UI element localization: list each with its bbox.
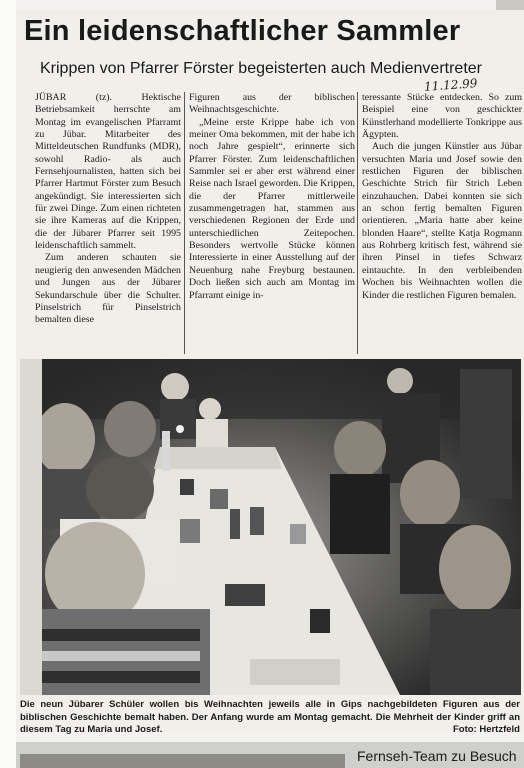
text-column-1 — [35, 92, 181, 327]
next-article-photo — [20, 754, 345, 768]
paragraph: Figuren aus der biblischen Weihnachtsgeschichte. — [189, 92, 355, 116]
caption-text: Die neun Jübarer Schüler wollen bis Weihnachten jeweils alle in Gips nachgebildeten Figuren aus der biblischen Geschichte bemalt haben. Der Anfang wurde am Montag gemacht. Die Mehrheit der Kinder griff an diesem Tag zu Maria und Josef. — [20, 699, 520, 735]
article-headline: Ein leidenschaftlicher Sammler — [24, 15, 461, 47]
next-article-headline: Fernseh-Team zu Besuch — [357, 748, 517, 764]
scan-left-margin — [0, 0, 16, 768]
children-painting-photo — [20, 359, 521, 695]
article-subheadline: Krippen von Pfarrer Förster begeisterten auch Medienvertreter — [40, 60, 482, 77]
paragraph: Auch die jungen Künstler aus Jübar versuchten Maria und Josef sowie den restlichen Figuren der biblischen Geschichte Strich für Strich Leben einzuhauchen. Dabei konnten sie sich an schon fertig bemalten Figuren orientieren. „Maria hatte aber keine blonden Haare“, stellte Katja Rogmann aus Rohrberg kritisch fest, während sie ihren Pinsel in tiefes Schwarz eintauchte. In den verbleibenden Wochen bis Weihnachten wollen die Kinder die restlichen Figuren bemalen. — [362, 141, 522, 301]
paragraph: „Meine erste Krippe habe ich von meiner Oma bekommen, mit der habe ich noch Jahre gespielt“, erinnerte sich Pfarrer Förster. Zum leidenschaftlichen Sammler sei er aber erst während einer Reise nach Israel geworden. Die Krippen, die der Pfarrer mittlerweile zusammengetragen hat, stammen aus verschiedenen Regionen der Erde und unterschiedlichen Zeitepochen. Besonders wertvolle Stücke können Interessierte in einer Ausstellung auf der Neuenburg nahe Freyburg bestaunen. Doch ließen sich auch am Montag im Pfarramt einige in- — [189, 116, 355, 301]
handwritten-date: 11.12.99 — [423, 76, 478, 94]
text-column-2 — [189, 92, 355, 302]
paragraph: Zum anderen schauten sie neugierig den anwesenden Mädchen und Jungen aus der Jübarer Sekundarschule über die Schulter. Pinselstrich für Pinselstrich bemalten diese — [35, 252, 181, 326]
column-rule — [357, 92, 358, 354]
paragraph: JÜBAR (tz). Hektische Betriebsamkeit herrschte am Montag im evangelischen Pfarramt zu Jübar. Mitarbeiter des Mitteldeutschen Rundfunks (MDR), sowohl Radio- als auch Fernsehjournalisten, hatten sich bei Pfarrer Hartmut Förster zum Besuch angekündigt. Sie interessierten sich für zwei Dinge. Zum einen richteten sie ihre Kameras auf die Krippen, die der Jübarer Pfarrer seit 1995 leidenschaftlich sammelt. — [35, 92, 181, 252]
column-rule — [184, 92, 185, 354]
photo-caption — [20, 699, 520, 737]
text-column-3 — [362, 92, 522, 302]
article-photo — [20, 359, 521, 695]
scan-corner-shadow — [496, 0, 524, 10]
photo-credit: Foto: Hertzfeld — [452, 724, 520, 735]
paragraph: teressante Stücke entdecken. So zum Beispiel eine von geschickter Künstlerhand modellierte Tonkrippe aus Ägypten. — [362, 92, 522, 141]
